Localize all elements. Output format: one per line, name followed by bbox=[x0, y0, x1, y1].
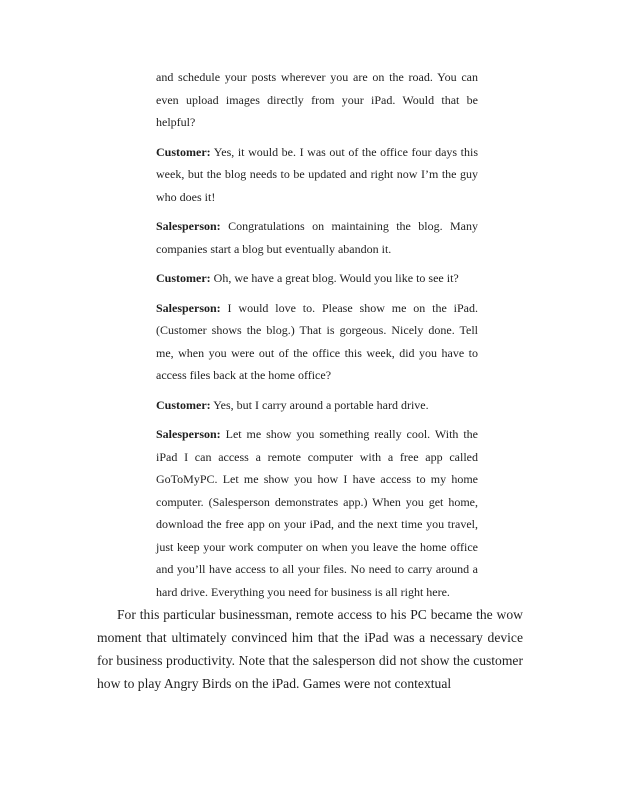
dialogue-paragraph bbox=[156, 267, 478, 290]
dialogue-paragraph bbox=[156, 297, 478, 387]
closing-paragraph bbox=[97, 603, 523, 695]
dialogue-text: Oh, we have a great blog. Would you like to see it? bbox=[213, 271, 459, 285]
speaker-label: Customer: bbox=[156, 271, 211, 285]
speaker-label: Salesperson: bbox=[156, 427, 221, 441]
dialogue-paragraph bbox=[156, 66, 478, 134]
dialogue-text: Congratulations on maintaining the blog. Many companies start a blog but eventually abandon it. bbox=[156, 219, 478, 256]
speaker-label: Customer: bbox=[156, 144, 211, 159]
speaker-label: Customer: bbox=[156, 397, 211, 412]
dialogue-block bbox=[97, 66, 523, 603]
dialogue-paragraph bbox=[156, 141, 478, 209]
dialogue-paragraph bbox=[156, 394, 478, 417]
speaker-label: Salesperson: bbox=[156, 300, 221, 315]
dialogue-paragraph bbox=[156, 423, 478, 603]
dialogue-text: Yes, but I carry around a portable hard drive. bbox=[213, 397, 429, 412]
dialogue-paragraph bbox=[156, 215, 478, 260]
dialogue-text: I would love to. Please show me on the iPad. (Customer shows the blog.) That is gorgeous. Nicely done. Tell me, when you were out of the office this week, did you have to access files back at the home office? bbox=[156, 300, 479, 382]
dialogue-text: Let me show you something really cool. With the iPad I can access a remote computer with a free app called GoToMyPC. Let me show you how I have access to my home computer. (Salesperson demonstrates app.) When you get home, download the free app on your iPad, and the next time you travel, just keep your work computer on when you leave the home office and you’ll have access to all your files. No need to carry around a hard drive. Everything you need for business is all right here. bbox=[156, 427, 478, 599]
speaker-label: Salesperson: bbox=[156, 219, 221, 233]
dialogue-text: and schedule your posts wherever you are on the road. You can even upload images directly from your iPad. Would that be helpful? bbox=[156, 70, 478, 129]
dialogue-text: Yes, it would be. I was out of the office four days this week, but the blog needs to be updated and right now I’m the guy who does it! bbox=[156, 144, 478, 204]
closing-paragraph-text: For this particular businessman, remote access to his PC became the wow moment that ultimately convinced him that the iPad was a necessary device for business productivity. Note that the salesperson did not show the customer how to play Angry Birds on the iPad. Games were not contextual bbox=[97, 607, 523, 691]
